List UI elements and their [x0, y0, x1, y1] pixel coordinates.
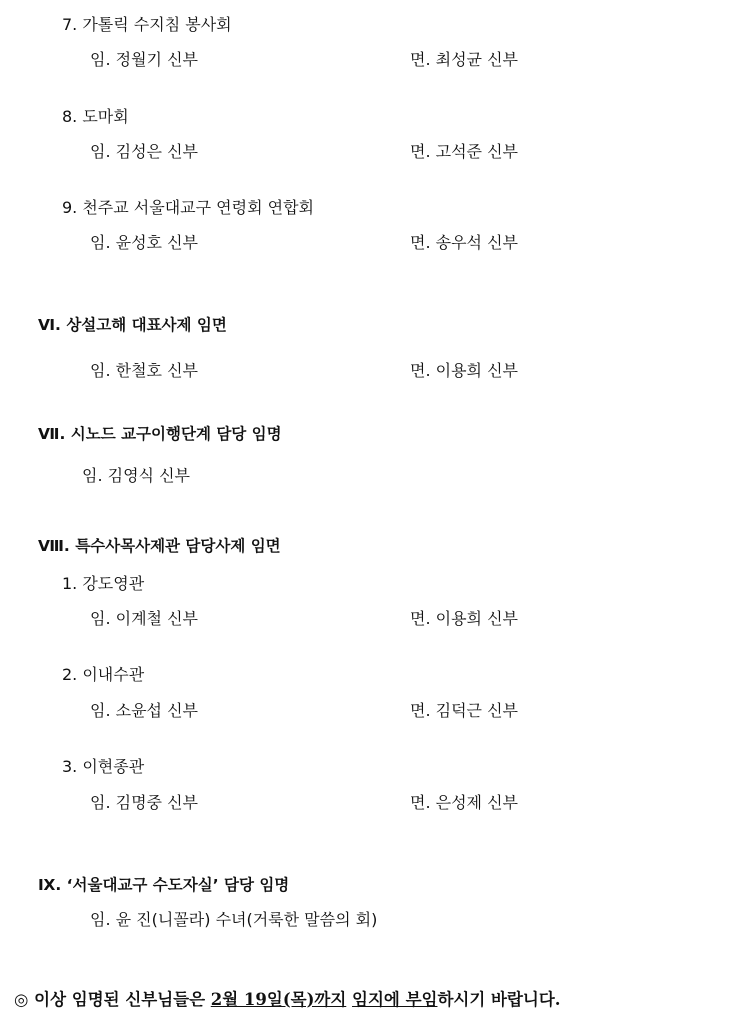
- section-8-item-1-appoint: 임. 이계철 신부: [90, 609, 198, 628]
- closing-notice: [14, 986, 561, 1010]
- closing-suffix: 하시기 바랍니다.: [437, 990, 561, 1009]
- section-8-item-2-title: 2. 이내수관: [62, 665, 145, 684]
- item-8-appoint: 임. 김성은 신부: [90, 142, 198, 161]
- closing-prefix: ◎ 이상 임명된 신부님들은: [14, 990, 211, 1009]
- section-7-heading: Ⅶ. 시노드 교구이행단계 담당 임명: [38, 425, 282, 443]
- section-6-appoint: 임. 한철호 신부: [90, 361, 198, 380]
- item-9-appoint: 임. 윤성호 신부: [90, 233, 198, 252]
- section-8-item-3-dismiss: 면. 은성제 신부: [410, 793, 518, 812]
- section-6-heading: Ⅵ. 상설고해 대표사제 임면: [38, 316, 227, 334]
- item-9-dismiss: 면. 송우석 신부: [410, 233, 518, 252]
- item-7-title: 7. 가톨릭 수지침 봉사회: [62, 15, 232, 34]
- section-8-item-2-dismiss: 면. 김덕근 신부: [410, 701, 518, 720]
- section-9-appoint: 임. 윤 진(니꼴라) 수녀(거룩한 말씀의 회): [90, 910, 378, 929]
- section-7-appoint: 임. 김영식 신부: [82, 466, 190, 485]
- section-8-heading: Ⅷ. 특수사목사제관 담당사제 임면: [38, 537, 281, 555]
- closing-post: 임지에 부임: [352, 990, 438, 1009]
- section-8-item-2-appoint: 임. 소윤섭 신부: [90, 701, 198, 720]
- section-8-item-3-title: 3. 이현종관: [62, 757, 145, 776]
- section-8-item-1-dismiss: 면. 이용희 신부: [410, 609, 518, 628]
- item-8-title: 8. 도마회: [62, 107, 129, 126]
- closing-deadline: 2월 19일(목)까지: [210, 990, 347, 1009]
- item-7-dismiss: 면. 최성균 신부: [410, 50, 518, 69]
- section-8-item-3-appoint: 임. 김명중 신부: [90, 793, 198, 812]
- item-9-title: 9. 천주교 서울대교구 연령회 연합회: [62, 198, 314, 217]
- section-6-dismiss: 면. 이용희 신부: [410, 361, 518, 380]
- item-7-appoint: 임. 정월기 신부: [90, 50, 198, 69]
- section-9-heading: Ⅸ. ‘서울대교구 수도자실’ 담당 임명: [38, 876, 290, 894]
- item-8-dismiss: 면. 고석준 신부: [410, 142, 518, 161]
- section-8-item-1-title: 1. 강도영관: [62, 574, 145, 593]
